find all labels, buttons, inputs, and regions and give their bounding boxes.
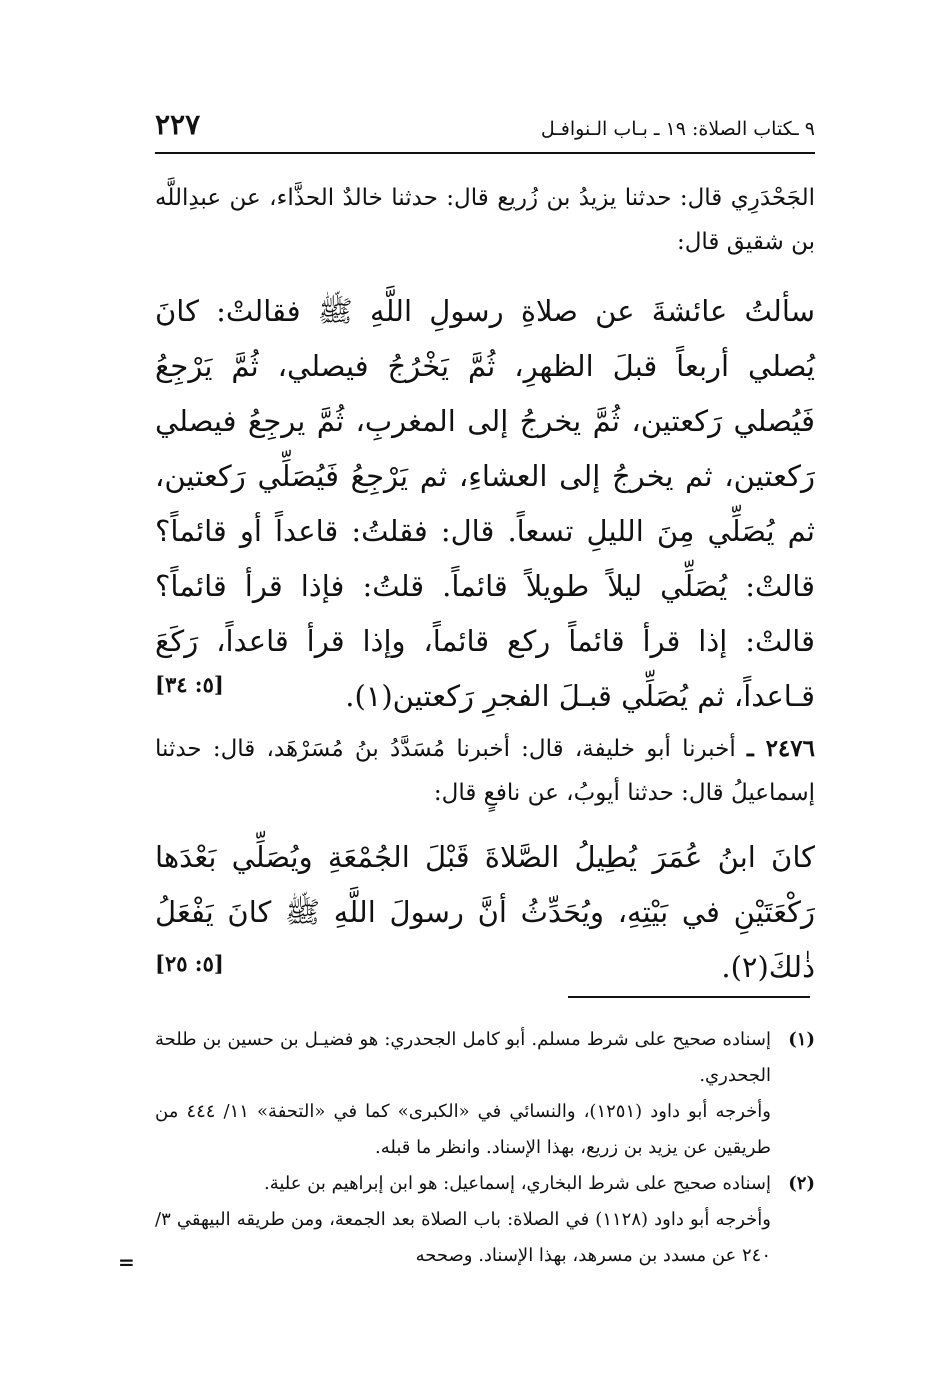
hadith-2476-isnad-text: أخبرنا أبو خليفة، قال: أخبرنا مُسَدَّدُ بنُ مُسَرْهَد، قال: حدثنا إسماعيلُ قال: حدثنا أيوبُ، عن نافعٍ قال:	[155, 736, 815, 806]
page-number: ٢٢٧	[155, 108, 201, 141]
page-header	[155, 108, 815, 148]
footnote-2	[155, 1166, 815, 1202]
footnote-rule	[568, 996, 810, 998]
hadith-2476-ref: [٥: ٢٥]	[155, 951, 224, 976]
footnote-text: إسناده صحيح على شرط مسلم. أبو كامل الجحدري: هو فضيـل بن حسين بن طلحة الجحدري.	[155, 1029, 771, 1086]
footnote-1	[155, 1022, 815, 1094]
footnote-2-continued	[155, 1202, 815, 1274]
footnote-1-continued	[155, 1094, 815, 1166]
hadith-2475-ref: [٥: ٣٤]	[155, 672, 224, 697]
footnote-marker: (٢)	[788, 1173, 815, 1194]
footnote-text: وأخرجه أبو داود (١١٢٨) في الصلاة: باب الصلاة بعد الجمعة، ومن طريقه البيهقي ٣/ ٢٤٠ عن مسدد بن مسرهد، بهذا الإسناد. وصححه	[155, 1209, 771, 1266]
hadith-2476-matn: كانَ ابنُ عُمَرَ يُطِيلُ الصَّلاةَ قَبْلَ الجُمْعَةِ ويُصَلِّي بَعْدَها رَكْعَتَيْنِ في بَيْتِهِ، ويُحَدِّثُ أنَّ رسولَ اللَّهِ ﷺ كانَ يَفْعَلُ ذٰلكَ(٢).	[155, 840, 815, 984]
footnotes	[155, 1022, 815, 1274]
footnote-text: إسناده صحيح على شرط البخاري، إسماعيل: هو ابن إبراهيم بن علية.	[264, 1173, 771, 1194]
hadith-2475-matn: سألتُ عائشةَ عن صلاةِ رسولِ اللَّهِ ﷺ فقالتْ: كانَ يُصلي أربعاً قبلَ الظهرِ، ثُمَّ يَخْرُجُ فيصلي، ثُمَّ يَرْجِعُ فَيُصلي رَكعتين، ثُمَّ يخرجُ إلى المغربِ، ثُمَّ يرجِعُ فيصلي رَكعتين، ثم يخرجُ إلى العشاءِ، ثم يَرْجِعُ فَيُصَلِّي رَكعتين، ثم يُصَلِّي مِنَ الليلِ تسعاً. قال: فقلتُ: قاعداً أو قائماً؟ قالتْ: يُصَلِّي ليلاً طويلاً قائماً. قلتُ: فإذا قرأ قائماً؟ قالتْ: إذا قرأ قائماً ركع قائماً، وإذا قرأ قاعداً، رَكَعَ قـاعداً، ثم يُصَلِّي قبـلَ الفجرِ رَكعتين(١).	[155, 294, 815, 713]
isnad-continuation: الجَحْدَرِي قال: حدثنا يزيدُ بن زُريع قال: حدثنا خالدٌ الحذَّاء، عن عبدِاللَّه بن شقيق قال:	[155, 185, 815, 255]
header-rule	[155, 152, 815, 154]
footnote-text: وأخرجه أبو داود (١٢٥١)، والنسائي في «الكبرى» كما في «التحفة» ١١/ ٤٤٤ من طريقين عن يزيد بن زريع، بهذا الإسناد. وانظر ما قبله.	[155, 1101, 771, 1158]
footnote-marker: (١)	[788, 1029, 815, 1050]
hadith-2476-number: ٢٤٧٦ ـ	[746, 735, 815, 762]
running-head: ٩ ـكتاب الصلاة: ١٩ ـ بـاب الـنوافـل	[540, 118, 815, 140]
hadith-2476-isnad	[155, 727, 815, 815]
continuation-mark: =	[118, 1250, 135, 1274]
